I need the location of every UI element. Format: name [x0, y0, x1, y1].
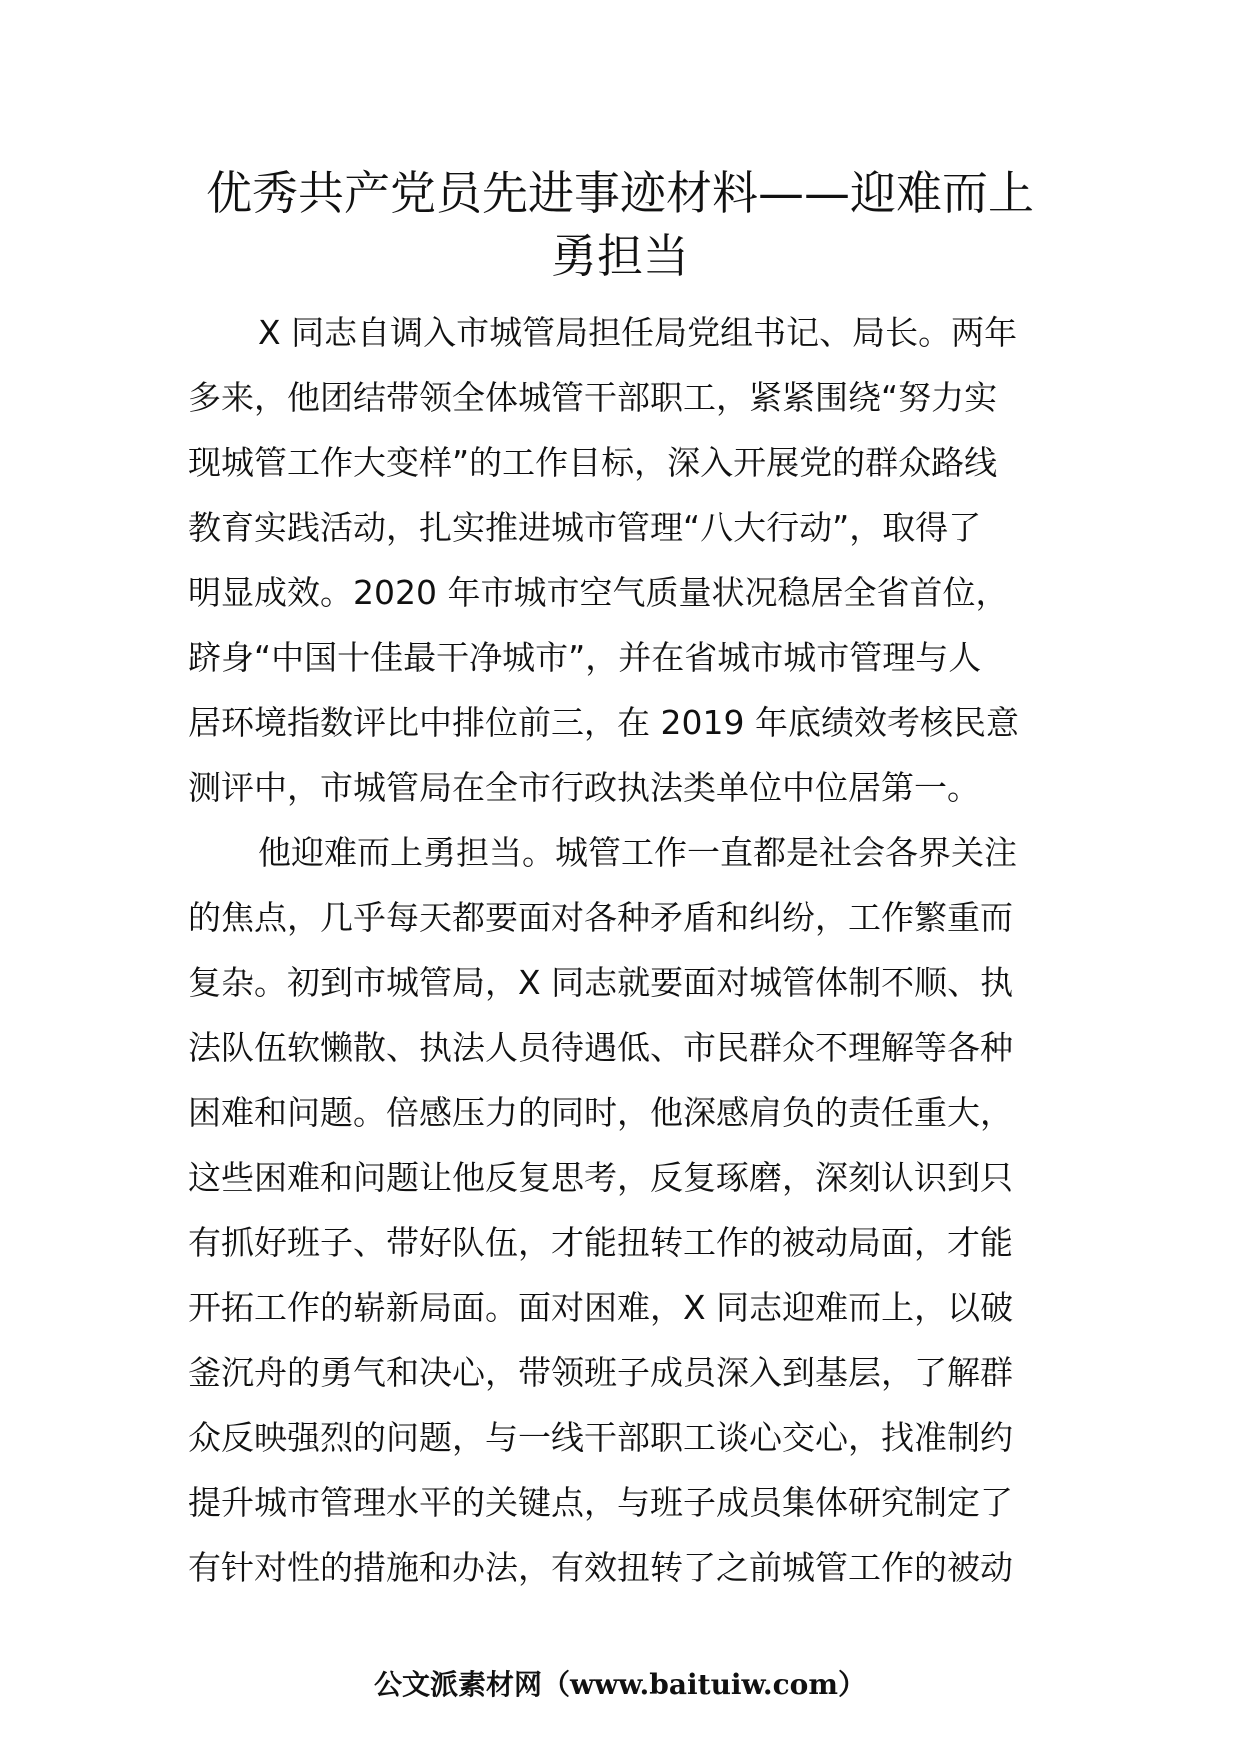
- title-line: 勇担当: [551, 229, 689, 283]
- paragraph-line: 他迎难而上勇担当。城管工作一直都是社会各界关注: [258, 833, 1017, 872]
- paragraph-line: X 同志自调入市城管局担任局党组书记、局长。两年: [258, 313, 1018, 352]
- paragraph-line: 釜沉舟的勇气和决心，带领班子成员深入到基层，了解群: [188, 1353, 1013, 1392]
- paragraph-line: 开拓工作的崭新局面。面对困难，X 同志迎难而上，以破: [188, 1288, 1014, 1327]
- document-title: [180, 162, 1060, 288]
- paragraph-line: 测评中，市城管局在全市行政执法类单位中位居第一。: [188, 768, 980, 807]
- paragraph-line: 多来，他团结带领全体城管干部职工，紧紧围绕“努力实: [188, 378, 998, 417]
- paragraph-line: 有抓好班子、带好队伍，才能扭转工作的被动局面，才能: [188, 1223, 1013, 1262]
- paragraph-1: [188, 300, 1068, 820]
- footer-source: 公文派素材网（www.baituiw.com）: [374, 1668, 866, 1701]
- document-body: [188, 300, 1068, 1600]
- paragraph-line: 复杂。初到市城管局，X 同志就要面对城管体制不顺、执: [188, 963, 1014, 1002]
- paragraph-line: 明显成效。2020 年市城市空气质量状况稳居全省首位，: [188, 573, 1009, 612]
- paragraph-line: 提升城市管理水平的关键点，与班子成员集体研究制定了: [188, 1483, 1013, 1522]
- paragraph-line: 跻身“中国十佳最干净城市”，并在省城市城市管理与人: [188, 638, 982, 677]
- title-line: 优秀共产党员先进事迹材料——迎难而上: [206, 166, 1034, 220]
- paragraph-line: 现城管工作大变样”的工作目标，深入开展党的群众路线: [188, 443, 998, 482]
- paragraph-2: [188, 820, 1068, 1600]
- paragraph-line: 居环境指数评比中排位前三，在 2019 年底绩效考核民意: [188, 703, 1019, 742]
- paragraph-line: 困难和问题。倍感压力的同时，他深感肩负的责任重大，: [188, 1093, 1013, 1132]
- paragraph-line: 教育实践活动，扎实推进城市管理“八大行动”，取得了: [188, 508, 982, 547]
- paragraph-line: 有针对性的措施和办法，有效扭转了之前城管工作的被动: [188, 1548, 1013, 1587]
- paragraph-line: 法队伍软懒散、执法人员待遇低、市民群众不理解等各种: [188, 1028, 1013, 1067]
- paragraph-line: 众反映强烈的问题，与一线干部职工谈心交心，找准制约: [188, 1418, 1013, 1457]
- paragraph-line: 的焦点，几乎每天都要面对各种矛盾和纠纷，工作繁重而: [188, 898, 1013, 937]
- paragraph-line: 这些困难和问题让他反复思考，反复琢磨，深刻认识到只: [188, 1158, 1013, 1197]
